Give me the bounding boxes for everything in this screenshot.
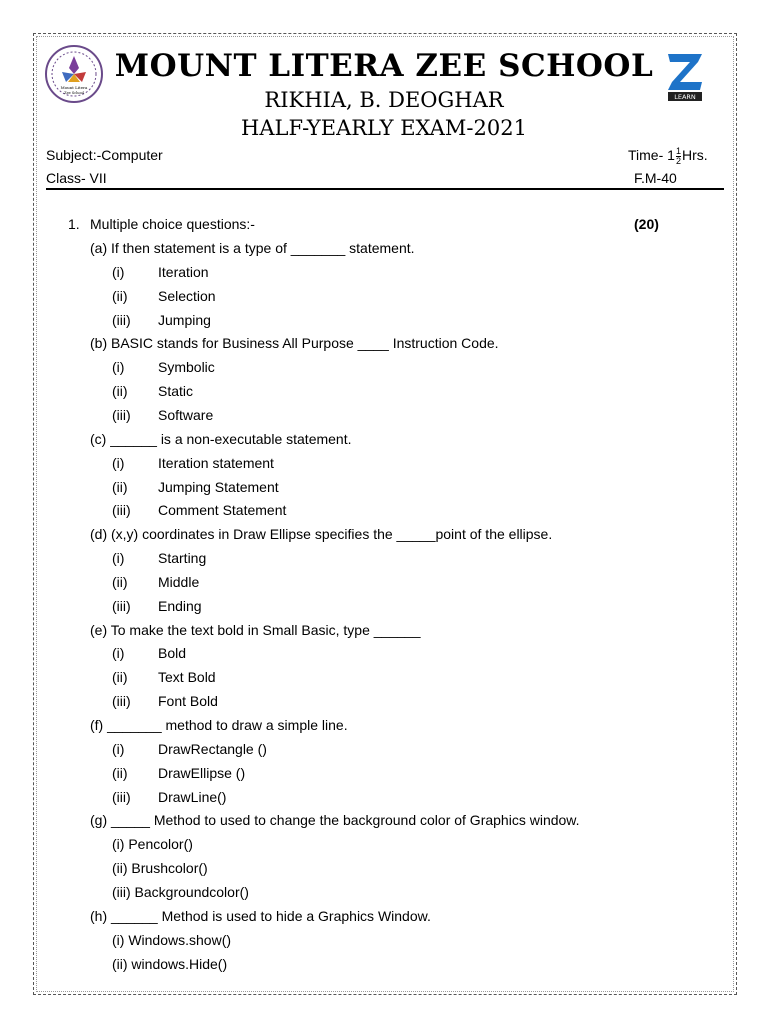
- question-marks: (20): [634, 216, 659, 232]
- option-text: Text Bold: [158, 669, 216, 686]
- option-item: (ii) windows.Hide(): [112, 955, 228, 972]
- option-text: Bold: [158, 645, 187, 662]
- option-text: Ending: [158, 597, 202, 614]
- option-text: Starting: [158, 550, 207, 567]
- question-title: Multiple choice questions:-: [90, 216, 255, 232]
- option-text: DrawRectangle (): [158, 740, 267, 757]
- option-roman: (i): [112, 359, 125, 376]
- svg-text:LEARN: LEARN: [674, 93, 696, 101]
- sub-question: (b) BASIC stands for Business All Purpose ____ Instruction Code.: [90, 335, 499, 352]
- option-text: DrawLine(): [158, 788, 227, 805]
- time-label: Time- 1 $\frac{1}{2}$ Hrs.: [628, 146, 708, 166]
- school-location: RIKHIA, B. DEOGHAR: [264, 88, 504, 112]
- option-roman: (ii): [112, 669, 128, 686]
- option-roman: (ii): [112, 573, 128, 590]
- option-roman: (iii): [112, 502, 131, 519]
- option-text: Software: [158, 406, 214, 423]
- option-text: Font Bold: [158, 693, 218, 710]
- option-roman: (i): [112, 263, 125, 280]
- option-roman: (i): [112, 550, 125, 567]
- option-text: DrawEllipse (): [158, 764, 246, 781]
- question-heading: [68, 216, 255, 232]
- option-text: Jumping: [158, 311, 211, 328]
- svg-text:Zee School: Zee School: [64, 91, 84, 95]
- school-name: MOUNT LITERA ZEE SCHOOL: [114, 48, 654, 84]
- option-item: (i) Pencolor(): [112, 836, 193, 853]
- option-text: Symbolic: [158, 359, 215, 376]
- option-text: Middle: [158, 573, 200, 590]
- option-roman: (iii): [112, 406, 131, 423]
- option-roman: (ii): [112, 287, 128, 304]
- sub-question: (a) If then statement is a type of _______ statement.: [90, 240, 415, 256]
- option-item: (i) Windows.show(): [112, 931, 232, 948]
- sub-question: (g) _____ Method to used to change the background color of Graphics window.: [90, 812, 580, 829]
- subject-label: Subject:-Computer: [46, 147, 163, 163]
- option-text: Comment Statement: [158, 502, 287, 519]
- option-text: Static: [158, 383, 194, 400]
- option-text: Iteration: [158, 263, 209, 280]
- option-roman: (iii): [112, 788, 131, 805]
- option-roman: (i): [112, 454, 125, 471]
- exam-title: HALF-YEARLY EXAM-2021: [241, 116, 527, 140]
- option-roman: (ii): [112, 478, 128, 495]
- option-roman: (i): [112, 645, 125, 662]
- option-item: (iii) Backgroundcolor(): [112, 883, 249, 900]
- question-number: 1.: [68, 216, 80, 232]
- class-label: Class- VII: [46, 170, 107, 186]
- option-text: Selection: [158, 287, 216, 304]
- svg-text:Mount Litera: Mount Litera: [60, 85, 88, 90]
- option-roman: (i): [112, 740, 125, 757]
- sub-question: (c) ______ is a non-executable statement.: [90, 430, 352, 447]
- header-divider: [46, 188, 724, 190]
- option-text: Jumping Statement: [158, 478, 279, 495]
- option-roman: (iii): [112, 693, 131, 710]
- option-roman: (iii): [112, 311, 131, 328]
- option-roman: (ii): [112, 383, 128, 400]
- option-roman: (ii): [112, 764, 128, 781]
- option-text: Iteration statement: [158, 454, 274, 471]
- option-item: (ii) Brushcolor(): [112, 860, 208, 877]
- option-roman: (iii): [112, 597, 131, 614]
- sub-question: (f) _______ method to draw a simple line.: [90, 717, 348, 733]
- sub-question: (d) (x,y) coordinates in Draw Ellipse specifies the _____point of the ellipse.: [90, 526, 553, 543]
- full-marks-label: F.M-40: [634, 170, 677, 186]
- sub-question: (e) To make the text bold in Small Basic, type ______: [90, 621, 421, 638]
- sub-question: (h) ______ Method is used to hide a Graphics Window.: [90, 907, 431, 924]
